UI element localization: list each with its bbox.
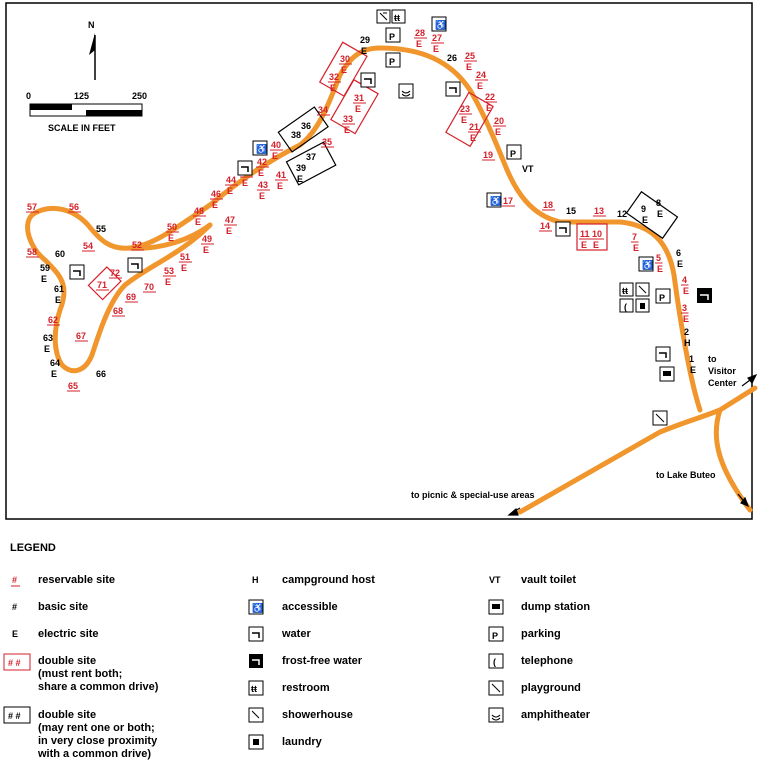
legend-double-black-line-1: double site <box>38 709 97 721</box>
lake-buteo-label: to Lake Buteo <box>656 470 716 480</box>
picnic-areas-label: to picnic & special-use areas <box>411 490 535 500</box>
vault-toilet-label: VT <box>522 164 534 174</box>
site-number: 18 <box>543 200 554 210</box>
electric-marker: E <box>212 200 219 210</box>
site-55 <box>96 224 106 234</box>
electric-marker: E <box>226 226 233 236</box>
showerhouse-icon <box>377 10 390 23</box>
svg-text:♿: ♿ <box>256 144 268 154</box>
accessible-icon <box>249 600 263 614</box>
site-number: 15 <box>566 206 577 216</box>
electric-marker: E <box>195 217 202 227</box>
site-number: 40 <box>271 140 282 150</box>
electric-marker: E <box>258 168 265 178</box>
electric-marker: E <box>44 344 51 354</box>
water-icon <box>128 258 142 272</box>
parking-icon <box>489 627 503 641</box>
legend-water-text: water <box>282 628 311 640</box>
site-number: 51 <box>180 252 191 262</box>
restroom-icon <box>392 10 405 23</box>
site-number: 9 <box>641 204 647 214</box>
scale-tick-125: 125 <box>74 91 90 101</box>
electric-marker: E <box>330 83 337 93</box>
site-number: 23 <box>460 104 471 114</box>
legend-double-red-line-2: (must rent both; <box>38 668 123 680</box>
site-number: 69 <box>126 292 137 302</box>
scale-label: SCALE IN FEET <box>48 123 116 133</box>
legend-double-black-line-2: (may rent one or both; <box>38 722 155 734</box>
site-number: 58 <box>27 247 38 257</box>
amphitheater-icon <box>399 84 413 98</box>
electric-marker: E <box>461 115 468 125</box>
telephone-icon <box>620 299 633 312</box>
site-number: 10 <box>592 229 603 239</box>
legend-vault-text: vault toilet <box>521 574 577 586</box>
host-label: H <box>684 338 691 348</box>
accessible-icon <box>432 17 446 31</box>
site-number: 61 <box>54 284 65 294</box>
parking-icon <box>386 53 400 67</box>
site-number: 43 <box>258 180 269 190</box>
electric-marker: E <box>470 133 477 143</box>
svg-text:P: P <box>510 149 517 159</box>
svg-text:ŧŧ: ŧŧ <box>394 13 400 23</box>
site-number: 32 <box>329 72 340 82</box>
electric-marker: E <box>416 39 423 49</box>
electric-marker: E <box>657 264 664 274</box>
svg-text:♿: ♿ <box>435 20 447 30</box>
site-number: 55 <box>96 224 107 234</box>
svg-text:P: P <box>389 32 396 42</box>
svg-text:P: P <box>492 631 499 641</box>
water-icon <box>361 73 375 87</box>
electric-marker: E <box>683 286 690 296</box>
site-12 <box>617 209 627 219</box>
electric-marker: E <box>683 314 690 324</box>
playground-icon <box>489 681 503 695</box>
site-number: 70 <box>144 282 155 292</box>
water-icon <box>249 627 263 641</box>
electric-marker: E <box>341 65 348 75</box>
site-number: 46 <box>211 189 222 199</box>
electric-marker: E <box>55 295 62 305</box>
laundry-icon <box>249 735 263 749</box>
legend-reservable-text: reservable site <box>38 574 116 586</box>
telephone-icon <box>489 654 503 668</box>
legend-host-text: campground host <box>282 574 375 586</box>
site-66 <box>96 369 106 379</box>
svg-text:ŧŧ: ŧŧ <box>251 684 257 694</box>
legend-reservable-symbol: # <box>12 575 18 585</box>
legend-double-black-line-4: with a common drive) <box>38 748 152 760</box>
site-number: 24 <box>476 70 487 80</box>
site-number: 28 <box>415 28 426 38</box>
legend-restroom-text: restroom <box>282 682 330 694</box>
site-number: 53 <box>164 266 175 276</box>
water-icon <box>446 82 460 96</box>
legend-double-red-line-1: double site <box>38 655 97 667</box>
playground-icon <box>653 411 667 425</box>
legend-host-symbol: H <box>252 575 259 585</box>
site-number: 63 <box>43 333 54 343</box>
site-number: 68 <box>113 306 124 316</box>
site-number: 36 <box>301 121 312 131</box>
parking-icon <box>386 28 400 42</box>
site-37 <box>306 152 316 162</box>
legend-parking-text: parking <box>521 628 561 640</box>
site-number: 59 <box>40 263 51 273</box>
site-number: 25 <box>465 51 476 61</box>
site-number: 57 <box>27 202 38 212</box>
legend <box>4 542 591 760</box>
electric-marker: E <box>690 365 697 375</box>
electric-marker: E <box>227 186 234 196</box>
restroom-icon <box>620 283 633 296</box>
legend-playground-text: playground <box>521 682 581 694</box>
electric-marker: E <box>355 104 362 114</box>
electric-marker: E <box>259 191 266 201</box>
site-2 <box>684 327 689 337</box>
water-icon <box>656 347 670 361</box>
electric-marker: E <box>593 240 600 250</box>
site-36 <box>301 121 311 131</box>
site-number: 38 <box>291 130 302 140</box>
site-number: 66 <box>96 369 107 379</box>
legend-dump-text: dump station <box>521 601 591 613</box>
parking-icon <box>507 145 521 159</box>
electric-marker: E <box>642 215 649 225</box>
electric-marker: E <box>486 103 493 113</box>
electric-marker: E <box>677 259 684 269</box>
site-number: 12 <box>617 209 628 219</box>
site-number: 39 <box>296 163 307 173</box>
legend-vt-symbol: VT <box>489 575 501 585</box>
svg-text:♿: ♿ <box>252 603 264 613</box>
scale-tick-0: 0 <box>26 91 32 101</box>
frost-free-water-icon <box>697 288 712 303</box>
site-number: 35 <box>322 137 333 147</box>
svg-text:P: P <box>389 57 396 67</box>
site-number: 64 <box>50 358 61 368</box>
electric-marker: E <box>242 178 249 188</box>
water-icon <box>70 265 84 279</box>
site-60 <box>55 249 65 259</box>
electric-marker: E <box>361 46 368 56</box>
electric-marker: E <box>297 174 304 184</box>
showerhouse-icon <box>636 283 649 296</box>
legend-title: LEGEND <box>10 542 56 554</box>
site-number: 33 <box>343 114 354 124</box>
amphitheater-icon <box>489 708 503 722</box>
legend-showerhouse-text: showerhouse <box>282 709 353 721</box>
electric-marker: E <box>344 125 351 135</box>
site-number: 20 <box>494 116 505 126</box>
legend-double-red-symbol: # # <box>8 658 21 668</box>
site-number: 41 <box>276 170 287 180</box>
legend-accessible-text: accessible <box>282 601 338 613</box>
site-number: 19 <box>483 150 494 160</box>
site-number: 29 <box>360 35 371 45</box>
site-number: 34 <box>318 105 329 115</box>
site-number: 5 <box>656 253 662 263</box>
site-number: 17 <box>503 196 514 206</box>
site-number: 3 <box>682 303 688 313</box>
site-number: 49 <box>202 234 213 244</box>
electric-marker: E <box>581 240 588 250</box>
legend-basic-text: basic site <box>38 601 89 613</box>
visitor-center-label-2: Visitor <box>708 366 736 376</box>
site-number: 47 <box>225 215 236 225</box>
legend-frost-free-text: frost-free water <box>282 655 363 667</box>
site-number: 13 <box>594 206 605 216</box>
electric-marker: E <box>477 81 484 91</box>
site-number: 1 <box>689 354 695 364</box>
water-icon <box>238 161 252 175</box>
site-number: 54 <box>83 241 94 251</box>
laundry-icon <box>636 299 649 312</box>
accessible-icon <box>487 193 501 207</box>
showerhouse-icon <box>249 708 263 722</box>
site-number: 42 <box>257 157 268 167</box>
electric-marker: E <box>165 277 172 287</box>
site-number: 72 <box>110 268 121 278</box>
legend-basic-symbol: # <box>12 602 18 612</box>
site-number: 52 <box>132 240 143 250</box>
electric-marker: E <box>181 263 188 273</box>
electric-marker: E <box>203 245 210 255</box>
site-number: 21 <box>469 122 480 132</box>
site-number: 50 <box>167 222 178 232</box>
scale-tick-250: 250 <box>132 91 148 101</box>
site-number: 27 <box>432 33 443 43</box>
electric-marker: E <box>657 209 664 219</box>
water-icon <box>556 222 570 236</box>
site-number: 14 <box>540 221 551 231</box>
site-38 <box>291 130 301 140</box>
site-number: 37 <box>306 152 317 162</box>
svg-text:♿: ♿ <box>490 196 502 206</box>
restroom-icon <box>249 681 263 695</box>
visitor-center-label-1: to <box>708 354 717 364</box>
legend-electric-symbol: E <box>12 629 19 639</box>
svg-text:P: P <box>659 293 666 303</box>
site-number: 8 <box>656 198 662 208</box>
site-number: 71 <box>97 280 108 290</box>
site-number: 22 <box>485 92 496 102</box>
north-label: N <box>88 20 95 30</box>
site-number: 2 <box>684 327 690 337</box>
electric-marker: E <box>51 369 58 379</box>
electric-marker: E <box>41 274 48 284</box>
dump-station-icon <box>660 367 674 381</box>
site-number: 62 <box>48 315 59 325</box>
accessible-icon <box>253 141 267 155</box>
visitor-center-label-3: Center <box>708 378 737 388</box>
electric-marker: E <box>277 181 284 191</box>
svg-text:(: ( <box>624 302 627 312</box>
dump-station-icon <box>489 600 503 614</box>
site-number: 48 <box>194 206 205 216</box>
site-number: 4 <box>682 275 688 285</box>
site-number: 30 <box>340 54 351 64</box>
electric-marker: E <box>168 233 175 243</box>
legend-double-black-line-3: in very close proximity <box>38 735 158 747</box>
electric-marker: E <box>495 127 502 137</box>
site-number: 60 <box>55 249 66 259</box>
electric-marker: E <box>633 243 640 253</box>
accessible-icon <box>639 257 653 271</box>
site-number: 7 <box>632 232 638 242</box>
site-number: 56 <box>69 202 80 212</box>
electric-marker: E <box>433 44 440 54</box>
legend-amphitheater-text: amphitheater <box>521 709 591 721</box>
legend-electric-text: electric site <box>38 628 99 640</box>
legend-double-black-symbol: # # <box>8 711 21 721</box>
svg-text:(: ( <box>493 657 496 667</box>
legend-laundry-text: laundry <box>282 736 322 748</box>
site-number: 67 <box>76 331 87 341</box>
legend-telephone-text: telephone <box>521 655 573 667</box>
electric-marker: E <box>272 151 279 161</box>
parking-icon <box>656 289 670 303</box>
site-15 <box>566 206 576 216</box>
site-26 <box>447 53 457 63</box>
svg-text:♿: ♿ <box>642 260 654 270</box>
site-number: 11 <box>580 229 590 239</box>
site-number: 6 <box>676 248 682 258</box>
svg-text:ŧŧ: ŧŧ <box>622 286 628 296</box>
site-number: 65 <box>68 381 79 391</box>
site-number: 31 <box>354 93 365 103</box>
site-number: 44 <box>226 175 237 185</box>
site-number: 26 <box>447 53 458 63</box>
frost-free-water-icon <box>249 654 263 668</box>
electric-marker: E <box>466 62 473 72</box>
legend-double-red-line-3: share a common drive) <box>38 681 159 693</box>
